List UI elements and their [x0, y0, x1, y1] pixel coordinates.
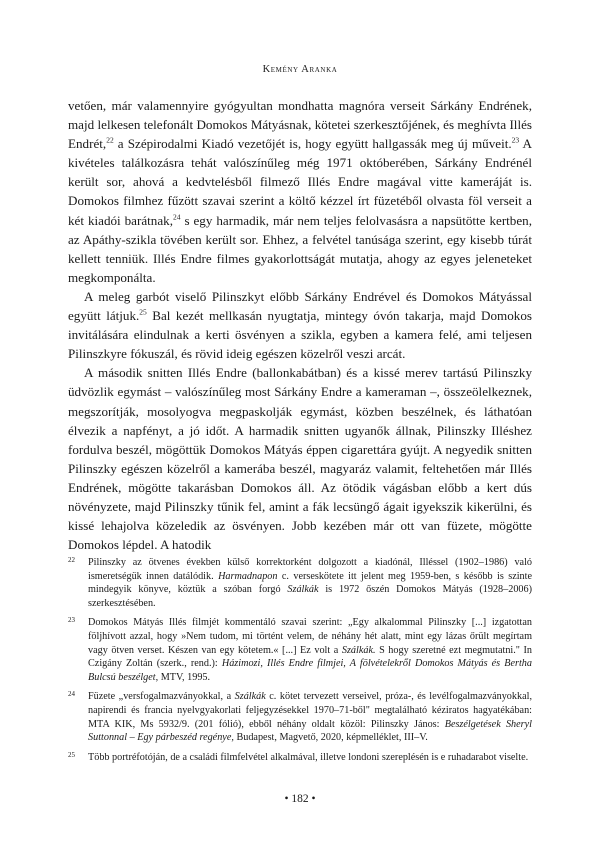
footnote-25 [68, 751, 532, 765]
footnotes [68, 556, 532, 770]
page-number: • 182 • [284, 793, 316, 805]
footnote-number: 25 [68, 750, 75, 759]
footnote-italic: Szálkák [287, 584, 319, 596]
footnote-24 [68, 690, 532, 744]
footnote-italic: Szálkák [234, 691, 266, 703]
footnote-text: Füzete „versfogalmazványokkal, a [88, 691, 235, 703]
footnote-text: Több portréfotóján, de a családi filmfelvétel alkalmával, illetve londoni szereplésén is e ruhadarabot viselte. [88, 751, 529, 763]
paragraph-1-part-c: A kivételes találkozásra tehát valószínűleg még 1971 októberében, Sárkány Endrénél került sor, ahová a kedvtelésből filmező Illés Endre magával vitte kameráját is. Domokos filmhez fűzött szavai szerint a költő kézzel írt füzetéből olvasta föl verseit a két kiadói barátnak, [68, 136, 532, 228]
footnote-italic: Szálkák. [341, 644, 376, 656]
paragraph-1-part-d: s egy harmadik, már nem teljes felolvasásra a napsütötte kertben, az Apáthy-szikla tövében került sor. Ehhez, a felvétel tanúsága szerint, egy kisebb túrát kellett tenniük. Illés Endre filmes gyakorlottságát mutatja, ahogy az egyes jeleneteket megkomponálta. [68, 212, 532, 285]
footnote-text: S hogy szeretné ezt megmutatni." In Czigány Zoltán (szerk., rend.): [88, 644, 532, 670]
footnote-number: 22 [68, 556, 75, 564]
footnote-text: c. kötet tervezett verseivel, próza-, és levélfogalmazványokkal, napirendi és francia nyelvgyakorlati feljegyzésekkel 1970–71-ből" megtalálható kéziratos hagyatékában: MTA KIK, Ms 5932/9. (201 fólió), ebből néhány oldalt közöl: Pilinszky János: [88, 691, 532, 730]
footnote-italic: Beszélgetések Sheryl Suttonnal – Egy párbeszéd regénye, [88, 718, 532, 744]
paragraph-3: A második snitten Illés Endre (ballonkabátban) és a kissé merev tartású Pilinszky üdvözlik egymást – valószínűleg most Sárkány Endre a kameraman –, összeölelkeznek, megszorítják, mosolyogva megpaskolják egymást, közben beszélnek, és láthatóan élvezik a napfényt, a jó időt. A harmadik snitten ugyanők állnak, Pilinszky Illéshez fordulva beszél, mögöttük Domokos Mátyás éppen cigarettára gyújt. A negyedik snitten Pilinszky egészen közelről a kamerába beszél, magyaráz valamit, feltehetően már Illés Endrének, mögötte takarásban Domokos áll. Az ötödik vágásban előbb a kert dús növényzete, majd Pilinszky tűnik fel, amint a fák lecsüngő ágait igyekszik kikerülni, és kissé lehajolva közeledik az ösvényen. Jobb kezében már ott van füzete, mögötte Domokos lépdel. A hatodik [68, 365, 532, 553]
footnote-text: is 1972 őszén Domokos Mátyás (1928–2006) szerkesztésében. [88, 584, 532, 609]
footnote-number: 24 [68, 690, 75, 699]
footnote-number: 23 [68, 616, 75, 625]
footnote-ref-24[interactable]: 24 [172, 212, 181, 222]
footnote-text: Pilinszky az ötvenes években külső korrektorként dolgozott a kiadónál, Illéssel (1902–1986) való ismeretségük innen datálódik. [88, 557, 532, 582]
footnote-italic: Harmadnapon [218, 570, 278, 582]
footnote-italic: Házimozi, Illés Endre filmjei, A fölvételekről Domokos Mátyás és Bertha Bulcsú beszélget, [88, 658, 532, 683]
footnote-22 [68, 556, 532, 610]
footnote-ref-25[interactable]: 25 [139, 307, 147, 317]
running-head: Kemény Aranka [262, 64, 338, 75]
paragraph-2 [68, 287, 532, 363]
footnote-ref-22[interactable]: 22 [106, 135, 114, 145]
paragraph-2-part-a: A meleg garbót viselő Pilinszkyt előbb Sárkány Endrével és Domokos Mátyással együtt látjuk. [68, 288, 532, 324]
footnote-text: MTV, 1995. [158, 671, 211, 683]
footnote-text: c. verseskötete itt jelent meg 1959-ben, s később is szinte mindegyik könyve, köztük a szóban forgó [88, 570, 532, 596]
footnote-text: Budapest, Magvető, 2020, képmelléklet, III–V. [233, 732, 428, 744]
footnote-ref-23[interactable]: 23 [511, 135, 520, 145]
main-text [68, 96, 532, 554]
paragraph-1 [68, 96, 532, 287]
paragraph-1-part-b: a Szépirodalmi Kiadó vezetőjét is, hogy együtt hallgassák meg új műveit. [113, 136, 512, 152]
footnote-text: Domokos Mátyás Illés filmjét kommentáló szavai szerint: „Egy alkalommal Pilinszky [...] izgatottan följhívott azzal, hogy »Nem tudom, mi történt velem, de néhány hét alatt, mint egy lázas őrült megírtam vagy ötven verset. Készen van egy kötetem.« [...] Ez volt a [88, 617, 532, 656]
footnote-23 [68, 616, 532, 684]
paragraph-1-part-a: vetően, már valamennyire gyógyultan mondhatta magnóra verseit Sárkány Endrének, majd lelkesen telefonált Domokos Mátyásnak, kötetei szerkesztőjének, és meghívta Illés Endrét, [68, 98, 532, 152]
paragraph-2-part-b: Bal kezét mellkasán nyugtatja, mintegy óvón takarja, majd Domokos invitálására elindulnak a kerti ösvényen a szikla, egyben a kamera felé, ami teljesen Pilinszkyre fókuszál, és rövid ideig egészen közelről veszi arcát. [68, 308, 532, 362]
